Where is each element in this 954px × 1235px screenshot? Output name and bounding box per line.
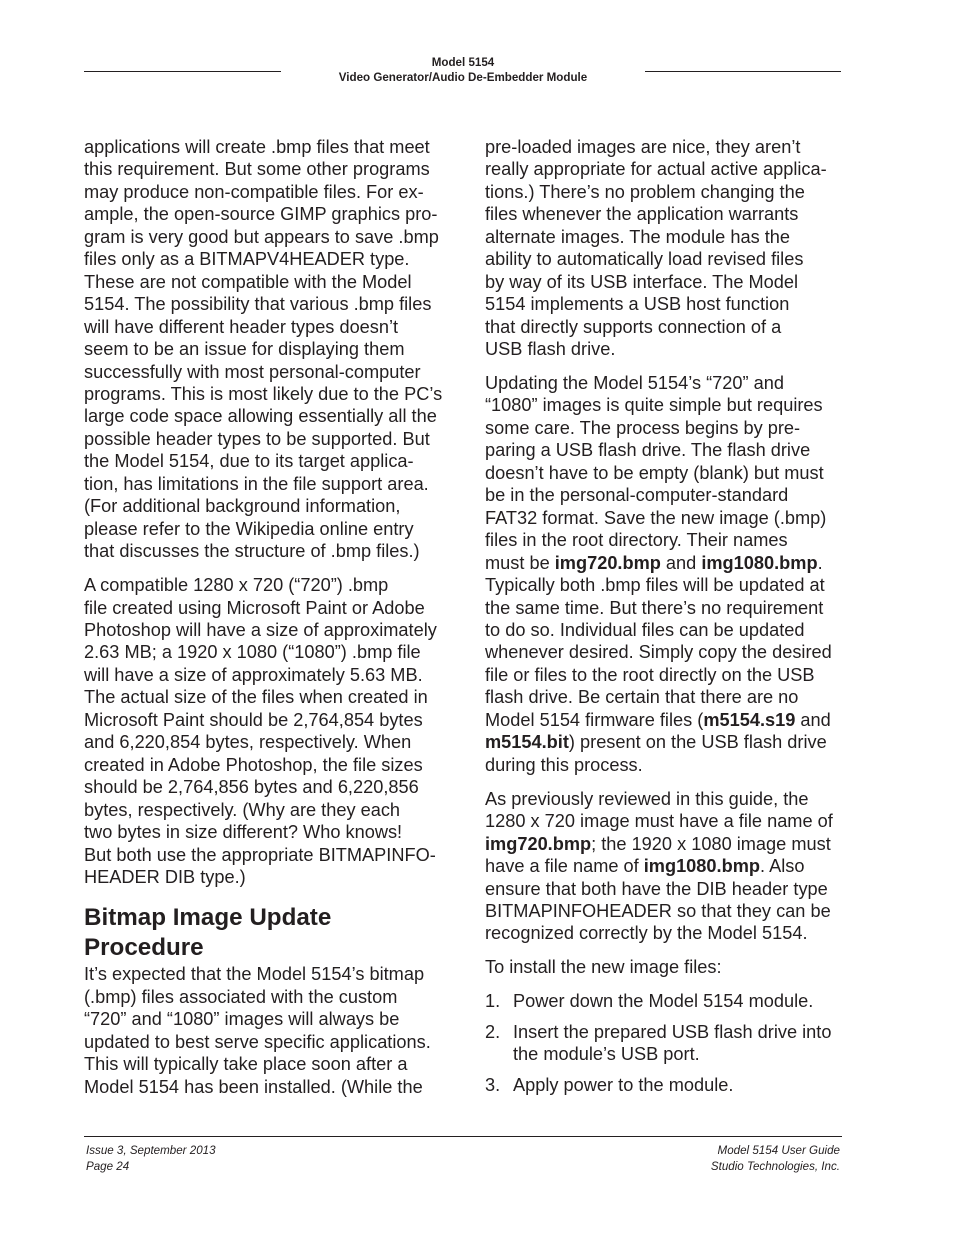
text-line: (For additional background information, [84, 496, 401, 517]
text-line: will have a size of approximately 5.63 MB. [84, 664, 423, 685]
text-line: alternate images. The module has the [485, 226, 790, 247]
footer-right [711, 1143, 840, 1174]
header-title: Model 5154 [431, 56, 495, 69]
text-line: should be 2,764,856 bytes and 6,220,856 [84, 777, 419, 798]
page-number: Page 24 [86, 1159, 130, 1173]
right-column [485, 136, 850, 1104]
filename: m5154.s19 [703, 709, 796, 730]
text-run: and [795, 709, 831, 730]
text-line: tions.) There’s no problem changing the [485, 181, 805, 202]
text-line: Updating the Model 5154’s “720” and [485, 373, 784, 394]
section-heading [84, 903, 456, 963]
text-line: FAT32 format. Save the new image (.bmp) [485, 507, 827, 528]
text-line: paring a USB flash drive. The flash drive [485, 440, 811, 461]
text-line: really appropriate for actual active applica- [485, 159, 827, 180]
text-line: the same time. But there’s no requirement [485, 597, 824, 618]
filename: m5154.bit [485, 732, 569, 753]
text-line: some care. The process begins by pre- [485, 417, 801, 438]
text-run: ; the 1920 x 1080 image must [591, 833, 831, 854]
header-rule-left [84, 71, 281, 72]
text-run: . [817, 552, 823, 573]
text-line: the Model 5154, due to its target applica- [84, 451, 414, 472]
text-line: to do so. Individual files can be updated [485, 620, 805, 641]
steps-list [485, 990, 850, 1096]
text-line: Model 5154 has been installed. (While the [84, 1076, 423, 1097]
list-number: 3. [485, 1074, 501, 1095]
footer-issue: Issue 3, September 2013 [86, 1144, 216, 1157]
text-line: and 6,220,854 bytes, respectively. When [84, 732, 412, 753]
text-line: that discusses the structure of .bmp files.) [84, 541, 420, 562]
text-run: have a file name of [485, 856, 644, 877]
text-line: successfully with most personal-computer [84, 361, 421, 382]
text-line: files in the root directory. Their names [485, 530, 788, 551]
text-line: large code space allowing essentially all the [84, 406, 437, 427]
text-line: the module’s USB port. [513, 1044, 700, 1065]
footer-company: Studio Technologies, Inc. [710, 1159, 840, 1173]
text-line [485, 552, 850, 574]
text-line: flash drive. Be certain that there are no [485, 687, 799, 708]
text-line: As previously reviewed in this guide, the [485, 788, 809, 809]
header-rule-right [645, 71, 841, 72]
paragraph [485, 372, 850, 776]
text-run: and [660, 552, 702, 573]
text-line: BITMAPINFOHEADER so that they can be [485, 900, 831, 921]
paragraph [485, 956, 850, 978]
filename: img1080.bmp [643, 856, 760, 877]
text-run: Model 5154 firmware files ( [485, 709, 704, 730]
text-line: HEADER DIB type.) [84, 867, 246, 887]
text-run: . Also [759, 856, 805, 877]
text-line: will have different header types doesn’t [84, 316, 399, 337]
filename: img1080.bmp [701, 552, 818, 573]
text-line: possible header types to be supported. But [84, 428, 430, 449]
text-run: must be [485, 552, 555, 573]
text-line: This will typically take place soon after a [84, 1054, 408, 1075]
text-line: ability to automatically load revised files [485, 249, 804, 270]
text-line: files only as a BITMAPV4HEADER type. [84, 249, 410, 270]
text-line: updated to best serve specific applications. [84, 1031, 431, 1052]
text-line: bytes, respectively. (Why are they each [84, 799, 401, 820]
text-line: be in the personal-computer-standard [485, 485, 789, 506]
list-number: 1. [485, 991, 501, 1012]
text-line: Photoshop will have a size of approximately [84, 620, 437, 641]
text-line: seem to be an issue for displaying them [84, 339, 405, 360]
footer-guide-title: Model 5154 User Guide [717, 1144, 840, 1157]
text-line: ample, the open-source GIMP graphics pro- [84, 204, 438, 225]
text-line: These are not compatible with the Model [84, 271, 412, 292]
text-line: by way of its USB interface. The Model [485, 271, 799, 292]
list-item [485, 990, 850, 1012]
text-line: created in Adobe Photoshop, the file sizes [84, 754, 423, 775]
text-line: recognized correctly by the Model 5154. [485, 923, 808, 944]
text-line: applications will create .bmp files that meet [84, 137, 430, 157]
list-item [485, 1021, 850, 1066]
text-line: doesn’t have to be empty (blank) but must [485, 462, 824, 483]
text-line: Microsoft Paint should be 2,764,854 bytes [84, 709, 423, 730]
text-line [485, 731, 850, 753]
text-line: It’s expected that the Model 5154’s bitmap [84, 964, 425, 985]
text-line: whenever desired. Simply copy the desired [485, 642, 832, 663]
text-line: “720” and “1080” images will always be [84, 1009, 400, 1030]
text-line: 1280 x 720 image must have a file name of [485, 811, 833, 832]
list-item [485, 1074, 850, 1096]
filename: img720.bmp [485, 833, 592, 854]
text-line: two bytes in size different? Who knows! [84, 822, 403, 843]
paragraph [485, 136, 850, 361]
footer-left [86, 1143, 216, 1174]
text-line [485, 855, 850, 877]
header-subtitle: Video Generator/Audio De-Embedder Module [338, 71, 588, 84]
text-line: (.bmp) files associated with the custom [84, 986, 398, 1007]
text-line: please refer to the Wikipedia online entry [84, 518, 414, 539]
text-line: may produce non-compatible files. For ex- [84, 181, 424, 202]
text-line: that directly supports connection of a [485, 316, 782, 337]
left-column [84, 136, 456, 1110]
text-line: programs. This is most likely due to the PC’s [84, 383, 443, 404]
text-line: “1080” images is quite simple but requires [485, 395, 823, 416]
text-line: Power down the Model 5154 module. [513, 991, 814, 1012]
text-line: ensure that both have the DIB header type [485, 878, 828, 899]
list-number: 2. [485, 1021, 501, 1042]
text-run: ) present on the USB flash drive [568, 732, 827, 753]
text-line: Apply power to the module. [513, 1074, 734, 1095]
text-line: this requirement. But some other programs [84, 159, 430, 180]
text-line: 2.63 MB; a 1920 x 1080 (“1080”) .bmp file [84, 642, 421, 663]
text-line [485, 833, 850, 855]
text-line [485, 709, 850, 731]
footer-rule [84, 1136, 842, 1137]
text-line: The actual size of the files when created in [84, 687, 428, 708]
text-line: file created using Microsoft Paint or Adobe [84, 597, 425, 618]
text-line: 5154 implements a USB host function [485, 294, 790, 315]
filename: img720.bmp [554, 552, 661, 573]
text-line: tion, has limitations in the file support area. [84, 473, 429, 494]
text-line: gram is very good but appears to save .bmp [84, 226, 439, 247]
text-line: Typically both .bmp files will be updated at [485, 575, 825, 596]
text-line: 5154. The possibility that various .bmp files [84, 294, 432, 315]
text-line: But both use the appropriate BITMAPINFO- [84, 844, 436, 865]
paragraph [84, 963, 456, 1098]
text-line: files whenever the application warrants [485, 204, 799, 225]
paragraph [84, 574, 456, 888]
text-line: pre-loaded images are nice, they aren’t [485, 137, 801, 157]
text-line: A compatible 1280 x 720 (“720”) .bmp [84, 575, 389, 596]
text-line: Insert the prepared USB flash drive into [513, 1021, 832, 1042]
text-line: USB flash drive. [485, 339, 616, 360]
text-line: To install the new image files: [485, 957, 722, 978]
heading-line: Bitmap Image Update [84, 904, 332, 932]
text-line: file or files to the root directly on the USB [485, 664, 815, 685]
heading-line: Procedure [84, 934, 204, 962]
paragraph [84, 136, 456, 563]
text-line: during this process. [485, 754, 643, 775]
paragraph [485, 788, 850, 945]
